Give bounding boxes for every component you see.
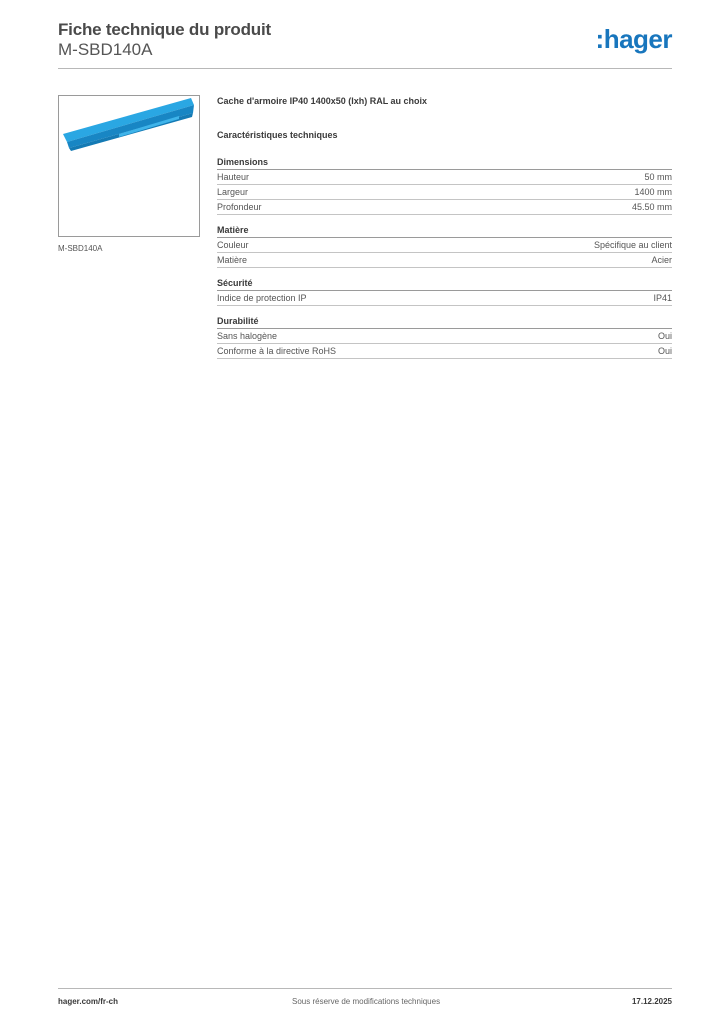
spec-row	[217, 200, 672, 215]
tech-specs-title: Caractéristiques techniques	[217, 130, 338, 140]
spec-row	[217, 253, 672, 268]
spec-row	[217, 291, 672, 306]
product-description: Cache d'armoire IP40 1400x50 (lxh) RAL au choix	[217, 96, 428, 106]
spec-value: Spécifique au client	[593, 240, 672, 250]
spec-row	[217, 344, 672, 359]
header-divider	[58, 68, 672, 69]
spec-label: Couleur	[217, 240, 249, 250]
page-title: Fiche technique du produit	[58, 20, 271, 39]
spec-value: Oui	[657, 346, 672, 356]
section-material	[217, 225, 672, 268]
spec-label: Profondeur	[217, 202, 262, 212]
product-reference: M-SBD140A	[58, 40, 153, 59]
section-title: Durabilité	[217, 316, 672, 329]
product-image	[58, 95, 200, 237]
product-details	[217, 96, 672, 369]
spec-row	[217, 185, 672, 200]
spec-value: 45.50 mm	[631, 202, 672, 212]
section-title: Dimensions	[217, 157, 672, 170]
spec-row	[217, 238, 672, 253]
section-security	[217, 278, 672, 306]
spec-label: Sans halogène	[217, 331, 278, 341]
section-title: Matière	[217, 225, 672, 238]
spec-label: Largeur	[217, 187, 249, 197]
spec-value: 50 mm	[644, 172, 672, 182]
cover-strip-icon	[59, 96, 199, 236]
spec-row	[217, 329, 672, 344]
footer-date: 17.12.2025	[631, 997, 672, 1006]
spec-value: 1400 mm	[634, 187, 672, 197]
footer-website-link[interactable]: hager.com/fr-ch	[58, 997, 119, 1006]
footer-divider	[58, 988, 672, 989]
spec-value: Oui	[657, 331, 672, 341]
section-dimensions	[217, 157, 672, 215]
section-durability	[217, 316, 672, 359]
spec-label: Matière	[217, 255, 248, 265]
hager-logo: :hager	[595, 24, 672, 54]
footer-notice: Sous réserve de modifications techniques	[292, 997, 441, 1006]
section-title: Sécurité	[217, 278, 672, 291]
image-caption: M-SBD140A	[58, 244, 103, 253]
spec-row	[217, 170, 672, 185]
spec-value: IP41	[653, 293, 672, 303]
spec-label: Hauteur	[217, 172, 250, 182]
spec-value: Acier	[651, 255, 672, 265]
spec-label: Indice de protection IP	[217, 293, 307, 303]
spec-label: Conforme à la directive RoHS	[217, 346, 337, 356]
page-header	[58, 20, 672, 70]
